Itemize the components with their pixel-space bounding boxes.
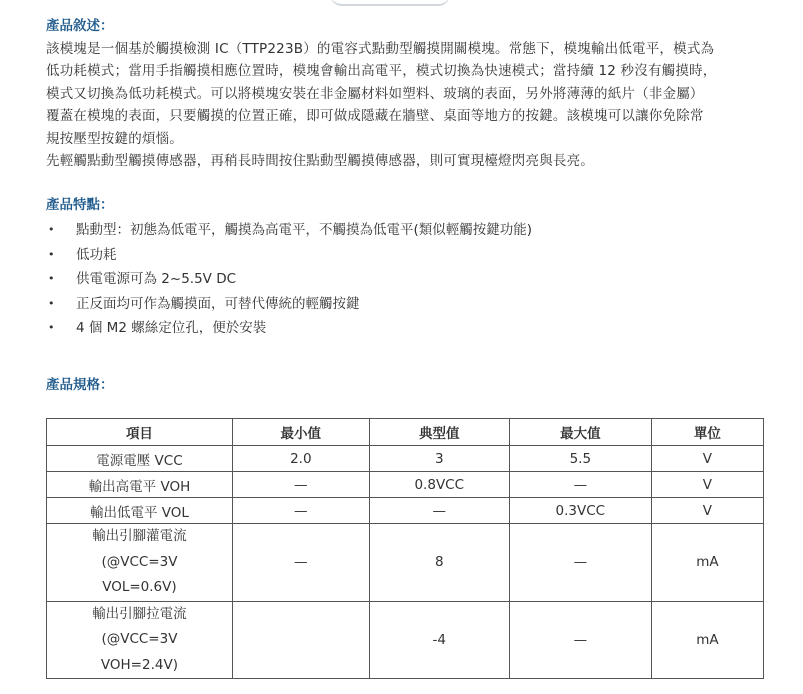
table-row bbox=[47, 524, 764, 602]
cell-min bbox=[232, 601, 369, 679]
feature-item bbox=[46, 267, 532, 292]
bullet-icon: • bbox=[48, 223, 55, 236]
cell-typ: -4 bbox=[369, 601, 509, 679]
cell-unit: V bbox=[651, 472, 763, 498]
cell-typ: 0.8VCC bbox=[369, 472, 509, 498]
bullet-icon: • bbox=[48, 296, 55, 310]
specs-table bbox=[46, 418, 764, 679]
table-header-row bbox=[47, 419, 764, 446]
description-line: 模式又切換為低功耗模式。可以將模塊安裝在非金屬材料如塑料、玻璃的表面，另外將薄薄的紙片（非金屬） bbox=[46, 85, 704, 102]
feature-text: 4 個 M2 螺絲定位孔，便於安裝 bbox=[76, 320, 267, 337]
cell-unit: V bbox=[651, 446, 763, 472]
description-line: 低功耗模式；當用手指觸摸相應位置時，模塊會輸出高電平，模式切換為快速模式；當持續 12 秒沒有觸摸時， bbox=[46, 63, 717, 80]
cell-item-line: VOL=0.6V) bbox=[102, 579, 177, 595]
table-row bbox=[47, 472, 764, 498]
description-line: 覆蓋在模塊的表面，只要觸摸的位置正確，即可做成隱藏在牆壁、桌面等地方的按鍵。該模塊可以讓你免除常 bbox=[46, 108, 704, 125]
description-line: 規按壓型按鍵的煩惱。 bbox=[46, 130, 183, 147]
cell-item-line: 輸出引腳灌電流 bbox=[92, 528, 187, 544]
cell-item: 輸出高電平 VOH bbox=[47, 472, 233, 498]
cell-max: — bbox=[509, 472, 651, 498]
feature-text: 點動型：初態為低電平，觸摸為高電平，不觸摸為低電平(類似輕觸按鍵功能) bbox=[76, 222, 533, 238]
feature-text: 供電電源可為 2~5.5V DC bbox=[76, 271, 237, 288]
table-row bbox=[47, 498, 764, 524]
cell-unit: V bbox=[651, 498, 763, 524]
header-item: 項目 bbox=[47, 419, 233, 446]
feature-text: 正反面均可作為觸摸面，可替代傳統的輕觸按鍵 bbox=[76, 295, 360, 312]
cell-typ: 8 bbox=[369, 524, 509, 602]
cell-min: — bbox=[232, 498, 369, 524]
bullet-icon: • bbox=[48, 247, 55, 261]
specs-heading: 產品規格： bbox=[46, 377, 114, 393]
description-paragraph bbox=[46, 38, 766, 172]
header-min: 最小值 bbox=[232, 419, 369, 446]
cell-typ: 3 bbox=[369, 446, 509, 472]
cell-min: — bbox=[232, 524, 369, 602]
cell-min: — bbox=[232, 472, 369, 498]
cell-typ: — bbox=[369, 498, 509, 524]
cell-item-line: (@VCC=3V bbox=[101, 631, 178, 647]
features-list bbox=[46, 218, 532, 341]
description-line: 先輕觸點動型觸摸傳感器，再稍長時間按住點動型觸摸傳感器，則可實現檯燈閃亮與長亮。 bbox=[46, 153, 594, 170]
cell-item-line: VOH=2.4V) bbox=[100, 656, 178, 673]
bullet-icon: • bbox=[48, 321, 55, 335]
cell-unit: mA bbox=[651, 601, 763, 679]
cell-item: 輸出低電平 VOL bbox=[47, 498, 233, 524]
table-row bbox=[47, 601, 764, 679]
feature-item bbox=[46, 316, 532, 341]
bullet-icon: • bbox=[48, 272, 55, 286]
cell-item: 電源電壓 VCC bbox=[47, 446, 233, 472]
features-heading: 產品特點： bbox=[46, 197, 114, 213]
cell-max: 0.3VCC bbox=[509, 498, 651, 524]
cell-unit: mA bbox=[651, 524, 763, 602]
feature-item bbox=[46, 243, 532, 268]
cell-item-line: (@VCC=3V bbox=[101, 553, 178, 570]
cell-item-line: 輸出引腳拉電流 bbox=[92, 605, 187, 622]
cell-item bbox=[47, 601, 233, 679]
header-max: 最大值 bbox=[509, 419, 651, 446]
cell-min: 2.0 bbox=[232, 446, 369, 472]
feature-item bbox=[46, 292, 532, 317]
description-heading: 產品敘述： bbox=[46, 18, 114, 34]
cell-max: — bbox=[509, 601, 651, 679]
feature-item bbox=[46, 218, 532, 243]
header-typ: 典型值 bbox=[369, 419, 509, 446]
description-line: 該模塊是一個基於觸摸檢測 IC（TTP223B）的電容式點動型觸摸開關模塊。常態下，模塊輸出低電平，模式為 bbox=[46, 41, 715, 57]
cell-max: 5.5 bbox=[509, 446, 651, 472]
cell-item bbox=[47, 524, 233, 602]
cell-max: — bbox=[509, 524, 651, 602]
feature-text: 低功耗 bbox=[76, 246, 117, 263]
table-row bbox=[47, 446, 764, 472]
top-decoration bbox=[330, 0, 450, 6]
header-unit: 單位 bbox=[651, 419, 763, 446]
